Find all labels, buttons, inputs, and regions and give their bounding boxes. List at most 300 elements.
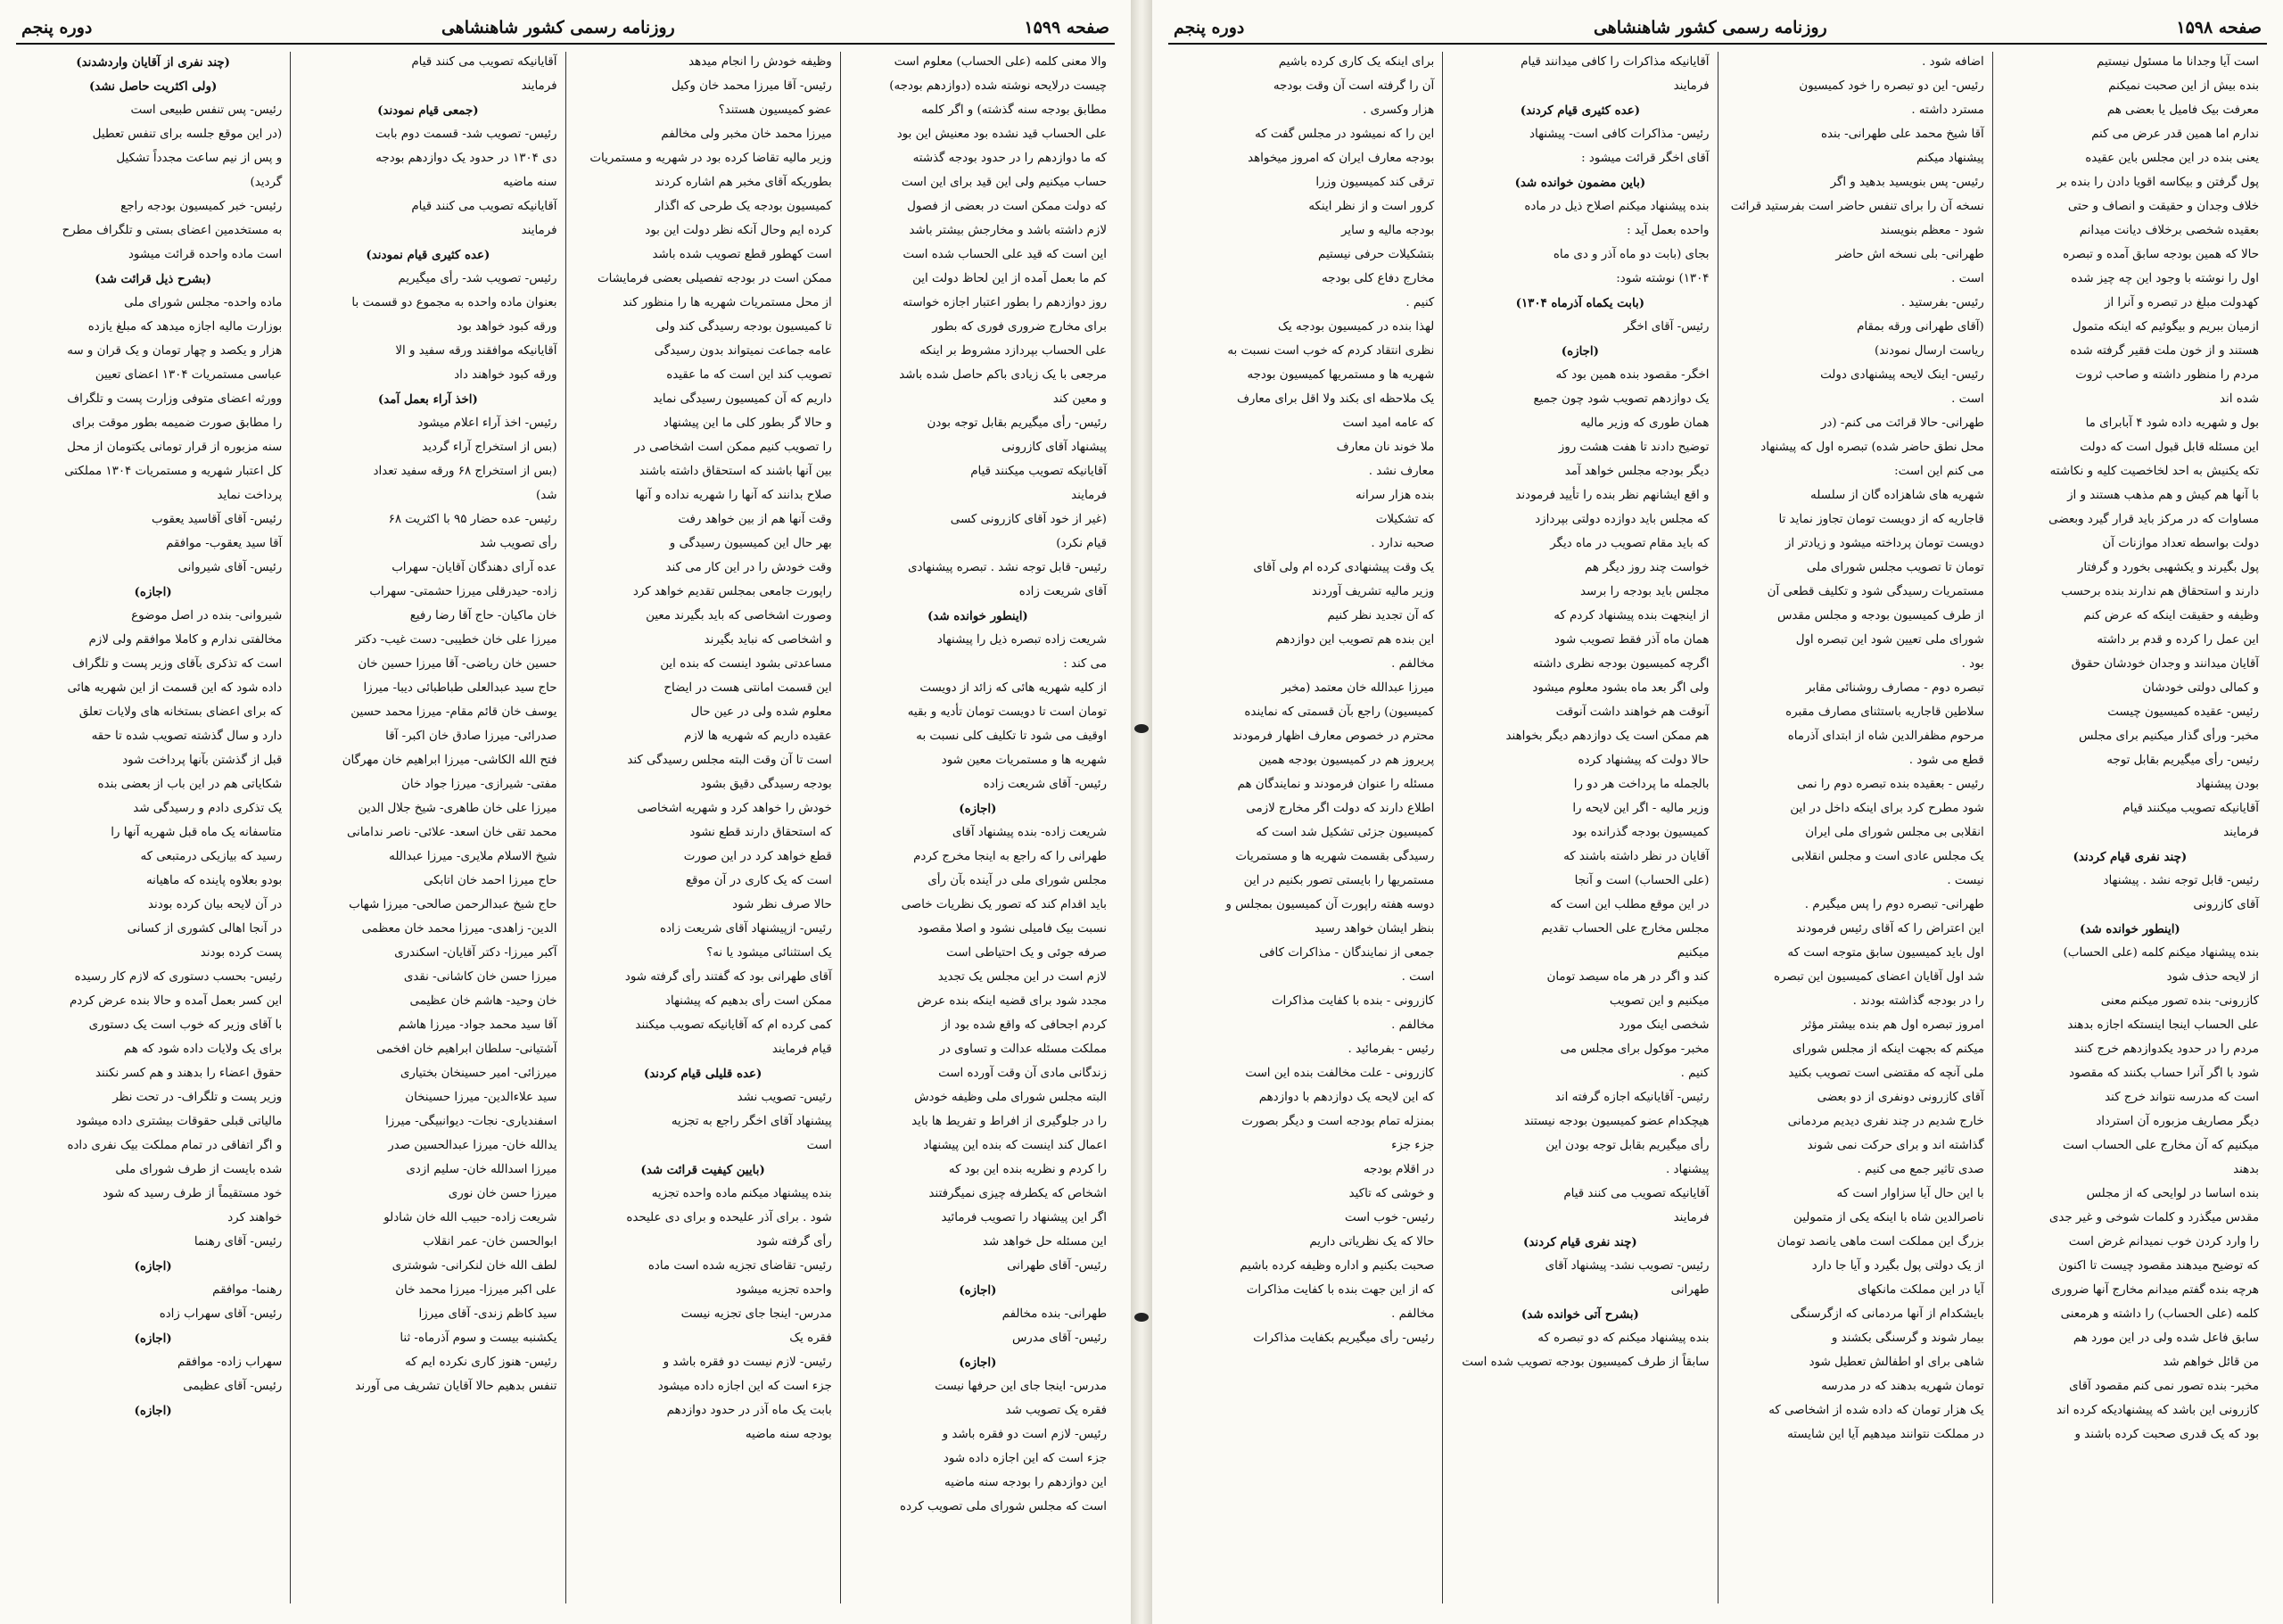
text-line: با آقای وزیر که خوب است یک دستوری — [88, 1018, 283, 1032]
text-line: آقای کازرونی دونفری از دو بعضی — [1817, 1091, 1984, 1104]
text-line: است که یک کاری در آن موقع — [685, 874, 832, 887]
text-line: (عده کثیری قیام کردند) — [1520, 103, 1641, 118]
text-line: شریعت زاده- حبیب الله خان شادلو — [383, 1211, 557, 1224]
text-line: طهرانی- تبصره دوم را پس میگیرم . — [1804, 898, 1984, 911]
text-line: را تصویب کنیم ممکن است اشخاصی در — [634, 441, 832, 454]
text-line: رئیس - بفرمائید . — [1348, 1043, 1435, 1056]
text-line: تکه یکنیش به احد لخاخصیت کلیه و نکاشته — [2049, 465, 2259, 478]
text-line: رئیس- تصویب شد- رأی میگیریم — [398, 272, 557, 285]
text-line: است آیا وجدانا ما مسئول نیستیم — [2097, 55, 2259, 69]
text-line: رئیس- قابل توجه نشد . تبصره پیشنهادی — [907, 561, 1107, 574]
text-line: شورای ملی تعیین شود این تبصره اول — [1795, 633, 1984, 647]
text-line: است که مجلس شورای ملی تصویب کرده — [900, 1500, 1107, 1513]
text-line: بعقیده شخصی برخلاف دیانت میدانم — [2079, 224, 2259, 237]
text-line: آکبر میرزا- دکتر آقایان- اسکندری — [394, 946, 557, 960]
text-line: یدالله خان- میرزا عبدالحسین صدر — [388, 1139, 557, 1152]
text-line: کمی کرده ام که آقایانیکه تصویب میکنند — [635, 1018, 832, 1032]
text-line: بدهند — [2233, 1163, 2259, 1176]
text-line: (بس از استخراج ۶۸ ورقه سفید تعداد — [373, 465, 557, 478]
text-line: خواست چند روز دیگر هم — [1584, 561, 1710, 574]
text-line: ممکن است رأی بدهیم که پیشنهاد — [664, 994, 832, 1008]
text-line: کم ما بعمل آمده از این لحاظ دولت این — [912, 272, 1107, 285]
text-line: شود . برای آذر علیحده و برای دی علیحده — [626, 1211, 832, 1224]
text-line: شود - معظم بنویسند — [1880, 224, 1984, 237]
text-line: یعنی بنده در این مجلس باین عقیده — [2085, 152, 2259, 165]
text-line: بودجه سنه ماضیه — [745, 1428, 832, 1441]
text-columns — [16, 52, 1115, 1603]
text-line: خود مستقیماً از طرف رسید که شود — [103, 1187, 283, 1200]
text-line: فرمایند — [1673, 1211, 1710, 1224]
text-line: برای یک ولایات داده شود که هم — [123, 1043, 283, 1056]
text-line: تنفس بدهیم حالا آقایان تشریف می آورند — [355, 1380, 557, 1393]
text-line: مخبر- ورأی گذار میکنیم برای مجلس — [2078, 730, 2259, 743]
text-line: رئیس- تقاضای تجزیه شده است ماده — [647, 1259, 832, 1273]
text-line: رهنما- موافقم — [212, 1283, 283, 1297]
text-line: مخالفم . — [1391, 657, 1435, 671]
text-line: شخصی اینک مورد — [1619, 1018, 1710, 1032]
text-line: تصویب کند این است که ما عقیده — [666, 368, 832, 382]
text-line: حالا که همین بودجه سابق آمده و تبصره — [2063, 248, 2259, 261]
text-line: برای مخارج ضروری فوری که بطور — [932, 320, 1107, 334]
text-line: (چند نفری از آقایان واردشدند) — [76, 55, 230, 70]
text-line: جزء است که این اجازه داده شود — [943, 1452, 1107, 1465]
text-line: به مستخدمین اعضای بستی و تلگراف مطرح — [62, 224, 283, 237]
text-line: این دوازدهم را بودجه سنه ماضیه — [944, 1476, 1107, 1489]
text-line: وزیر مالیه - اگر این لایحه را — [1572, 802, 1710, 815]
text-line: علی الحساب اینجا اینستکه اجازه بدهند — [2067, 1018, 2259, 1032]
text-line: مخالفم . — [1391, 1307, 1435, 1321]
text-line: رأی گرفته شود — [756, 1235, 832, 1249]
text-line: وزیر مالیه تقاضا کرده بود در شهریه و مستمریات — [589, 152, 832, 165]
period-label: دوره پنجم — [21, 18, 93, 37]
text-line: علی الحساب بپردازد مشروط بر اینکه — [919, 344, 1107, 358]
text-line: مخارج دفاع کلی بودجه — [1322, 272, 1435, 285]
text-line: و کمالی دولتی خودشان — [2142, 681, 2259, 695]
text-line: شریعت زاده تبصره ذیل را پیشنهاد — [936, 633, 1107, 647]
text-line: تبصره دوم - مصارف روشنائی مقابر — [1805, 681, 1984, 695]
text-line: فرمایند — [2223, 826, 2259, 839]
text-line: (بشرح آتی خوانده شد) — [1521, 1307, 1639, 1322]
text-line: باید اقدام کند که تصور یک نظریات خاصی — [901, 898, 1107, 911]
text-line: عباسی مستمریات ۱۳۰۴ اعضای تعیین — [95, 368, 283, 382]
text-line: کمیسیون) راجع بآن قسمتی که نماینده — [1244, 705, 1435, 719]
text-line: رئیس- اخذ آراء اعلام میشود — [417, 416, 557, 430]
text-line: انقلابی بی مجلس شورای ملی ایران — [1805, 826, 1984, 839]
text-line: و معین کند — [1052, 392, 1107, 406]
text-line: مالیاتی قبلی حقوقات بیشتری داده میشود — [76, 1115, 283, 1128]
text-line: نسبت بیک فامیلی نشود و اصلا مقصود — [918, 922, 1107, 936]
text-line: با آنها هم کیش و هم مذهب هستند و از — [2067, 489, 2259, 502]
text-line: رأی میگیریم بقابل توجه بودن این — [1545, 1139, 1710, 1152]
text-line: فقره یک تصویب شد — [1005, 1404, 1107, 1417]
text-line: رئیس- اینک لایحه پیشنهادی دولت — [1820, 368, 1984, 382]
text-line: (اینطور خوانده شد) — [927, 609, 1028, 623]
text-line: از کلیه شهریه هائی که زائد از دویست — [919, 681, 1107, 695]
text-line: پول گرفتن و بیکاسه اقویا دادن را بنده بر — [2056, 176, 2259, 189]
text-line: خواهند کرد — [227, 1211, 283, 1224]
right-page — [1152, 0, 2283, 1624]
text-line: آقایانیکه تصویب میکنند قیام — [2122, 802, 2259, 815]
text-line: معلوم شده ولی در عین حال — [690, 705, 832, 719]
text-line: میکنیم — [1677, 946, 1710, 960]
text-line: پیشنهاد . — [1666, 1163, 1710, 1176]
text-line: شود با اگر آنرا حساب بکنند که مقصود — [2069, 1067, 2259, 1080]
text-line: من قائل خواهم شد — [2163, 1356, 2259, 1369]
text-line: ورقه کبود خواهد بود — [457, 320, 557, 334]
text-line: در آنجا اهالی کشوری از کسانی — [127, 922, 283, 936]
text-line: یک ملاحظه ای بکند ولا اقل برای معارف — [1237, 392, 1435, 406]
text-line: آن را گرفته است آن وقت بودجه — [1273, 79, 1435, 93]
text-line: رئیس- قابل توجه نشد . پیشنهاد — [2103, 874, 2259, 887]
text-line: مجلس مخارج علی الحساب تقدیم — [1541, 922, 1710, 936]
text-line: (بایین کیفیت قرائت شد) — [640, 1163, 765, 1177]
text-line: رئیس- آقای شیروانی — [177, 561, 283, 574]
text-line: یک استثنائی میشود یا نه؟ — [706, 946, 832, 960]
text-line: ورقه کبود خواهند داد — [454, 368, 557, 382]
text-line: دی ۱۳۰۴ در حدود یک دوازدهم بودجه — [375, 152, 557, 165]
text-line: اشخاص که یکطرفه چیزی نمیگرفتند — [928, 1187, 1107, 1200]
text-line: وورثه اعضای متوفی وزارت پست و تلگراف — [67, 392, 283, 406]
text-line: رئیس- این دو تبصره را خود کمیسیون — [1799, 79, 1984, 93]
text-line: ولی اگر بعد ماه بشود معلوم میشود — [1532, 681, 1710, 695]
text-line: رئیس- خبر کمیسیون بودجه راجع — [120, 200, 283, 213]
text-line: اطلاع دارند که دولت اگر مخارج لازمی — [1246, 802, 1435, 815]
text-line: در مملکت نتوانند میدهیم آیا این شایسته — [1787, 1428, 1984, 1441]
text-line: و خوشی که تاکید — [1348, 1187, 1435, 1200]
text-line: کرور است و از نظر اینکه — [1308, 200, 1435, 213]
text-line: یک مجلس عادی است و مجلس انقلابی — [1791, 850, 1984, 863]
text-line: بزرگ این مملکت است ماهی یانصد تومان — [1776, 1235, 1984, 1249]
text-line: کمیسیون بودجه گذرانده بود — [1571, 826, 1710, 839]
text-line: میکنم که بجهت اینکه از مجلس شورای — [1793, 1043, 1984, 1056]
text-line: میرزا حسن خان کاشانی- نقدی — [403, 970, 557, 984]
text-line: (چند نفری قیام کردند) — [2073, 850, 2188, 864]
text-line: قطع می شود . — [1908, 754, 1984, 767]
text-line: نیست . — [1947, 874, 1984, 887]
text-line: آقای شریعت زاده — [1018, 585, 1107, 598]
text-line: بودو بعلاوه پاینده که ماهیانه — [145, 874, 283, 887]
text-line: و حالا گر بطور کلی ما این پیشنهاد — [663, 416, 832, 430]
text-line: رئیس- ازپیشنهاد آقای شریعت زاده — [659, 922, 832, 936]
text-line: میکنیم و این تصویب — [1609, 994, 1710, 1008]
text-line: است ماده واحده قرائت میشود — [128, 248, 283, 261]
text-line: میکنیم که آن مخارج علی الحساب است — [2062, 1139, 2259, 1152]
text-line: حاج سید عبدالعلی طباطبائی دیبا- میرزا — [363, 681, 557, 695]
text-line: (اجازه) — [134, 1404, 172, 1418]
text-line: شهریه ها و مستمریها کمیسیون بودجه — [1247, 368, 1435, 382]
text-line: بود . — [1961, 657, 1984, 671]
text-line: میرزا محمد خان مخبر ولی مخالفم — [661, 128, 832, 141]
text-line: فرمایند — [1071, 489, 1107, 502]
text-line: این است که قید علی الحساب شده است — [902, 248, 1107, 261]
text-line: برای اینکه یک کاری کرده باشیم — [1278, 55, 1435, 69]
text-line: خان ماکیان- حاج آقا رضا رفیع — [409, 609, 557, 622]
text-line: هم ممکن است یک دوازدهم دیگر بخواهند — [1505, 730, 1710, 743]
text-line: (آقای طهرانی ورقه بمقام — [1857, 320, 1984, 334]
text-line: کند و اگر در هر ماه سیصد تومان — [1546, 970, 1710, 984]
text-line: آقایان میدانند و وجدان خودشان حقوق — [2071, 657, 2259, 671]
text-line: که باید مقام تصویب در ماه دیگر — [1550, 537, 1710, 550]
text-line: بجای (بابت دو ماه آذر و دی ماه — [1553, 248, 1710, 261]
text-line: ناصرالدین شاه با اینکه یکی از متمولین — [1793, 1211, 1984, 1224]
text-line: سید کاظم زندی- آقای میرزا — [418, 1307, 557, 1321]
text-line: حقوق اعضاء را بدهند و هم کسر نکنند — [95, 1067, 283, 1080]
text-line: رئیس - بعقیده بنده تبصره دوم را نمی — [1796, 778, 1984, 791]
text-line: سنه مزبوره از قرار تومانی یکتومان از محل — [67, 441, 283, 454]
text-line: مستمریات رسیدگی شود و تکلیف قطعی آن — [1767, 585, 1984, 598]
text-line: اول باید کمیسیون سابق متوجه است که — [1787, 946, 1984, 960]
text-line: میرزا علی خان خطیبی- دست غیب- دکتر — [355, 633, 557, 647]
text-line: مجلس باید بودجه را برسد — [1579, 585, 1710, 598]
text-line: کردم اجحافی که واقع شده بود از — [941, 1018, 1107, 1032]
text-line: اگرچه کمیسیون بودجه نظری داشته — [1532, 657, 1710, 671]
text-line: رئیس- هنوز کاری نکرده ایم که — [405, 1356, 557, 1369]
page-number: صفحه ۱۵۹۸ — [2176, 18, 2262, 37]
text-line: میرزا علی خان طاهری- شیخ جلال الدین — [358, 802, 557, 815]
text-line: نظری انتقاد کردم که خوب است نسبت به — [1227, 344, 1435, 358]
text-line: آنوقت هم خواهند داشت آنوقت — [1555, 705, 1710, 719]
text-line: آشتیانی- سلطان ابراهیم خان افخمی — [375, 1043, 557, 1056]
text-line: شده بایست از طرف شورای ملی — [115, 1163, 283, 1176]
text-line: رئیس- عقیده کمیسیون چیست — [2107, 705, 2259, 719]
text-line: بنده پیشنهاد میکنم که دو تبصره که — [1537, 1331, 1710, 1345]
text-line: و پس از نیم ساعت مجدداً تشکیل — [116, 152, 283, 165]
text-line: صحبت بکنیم و اداره وظیفه کرده باشیم — [1240, 1259, 1435, 1273]
text-line: رسیدگی بقسمت شهریه ها و مستمریات — [1235, 850, 1435, 863]
text-line: را وارد کردن خوب نمیدانم غرض است — [2068, 1235, 2259, 1249]
text-line: مردم را در حدود یکدوازدهم خرج کنند — [2073, 1043, 2259, 1056]
text-line: واحده تجزیه میشود — [736, 1283, 832, 1297]
text-line: رئیس- تصویب نشد- پیشنهاد آقای — [1545, 1259, 1710, 1273]
text-line: رئیس- تصویب شد- قسمت دوم بابت — [375, 128, 557, 141]
text-line: معرفت بیک فامیل یا بعضی هم — [2106, 103, 2259, 117]
text-line: همان ماه آذر فقط تصویب شود — [1554, 633, 1710, 647]
text-line: بطوریکه آقای مخبر هم اشاره کردند — [655, 176, 832, 189]
text-line: فقره یک — [789, 1331, 832, 1345]
text-line: آقایانیکه تصویب می کنند قیام — [1563, 1187, 1710, 1200]
text-line: رئیس- لازم است دو فقره باشد و — [942, 1428, 1107, 1441]
text-line: صحبه ندارد . — [1371, 537, 1435, 550]
text-line: (اخذ آراء بعمل آمد) — [377, 392, 478, 407]
text-line: که تشکیلات — [1375, 513, 1435, 526]
text-line: رئیس- آقای طهرانی — [1007, 1259, 1107, 1273]
text-line: بودن پیشنهاد — [2196, 778, 2259, 791]
text-line: آقای اخگر قرائت میشود : — [1581, 152, 1710, 165]
text-line: رئیس- آقای سهراب زاده — [159, 1307, 283, 1321]
text-line: بودجه معارف ایران که امروز میخواهد — [1248, 152, 1435, 165]
text-line: آقایانیکه تصویب می کنند قیام — [411, 200, 557, 213]
text-line: لازم است در این مجلس یک تجدید — [937, 970, 1107, 984]
text-line: بتشکیلات حرفی نیستیم — [1318, 248, 1435, 261]
text-line: شیروانی- بنده در اصل موضوع — [131, 609, 283, 622]
text-line: قیام نکرد) — [1056, 537, 1107, 550]
text-line: شد اول آقایان اعضای کمیسیون این تبصره — [1774, 970, 1984, 984]
period-label: دوره پنجم — [1174, 18, 1245, 37]
text-line: است که مدرسه نتواند خرج کند — [2105, 1091, 2259, 1104]
text-line: است تا آن وقت البته مجلس رسیدگی کند — [627, 754, 832, 767]
text-line: رئیس- پس بنویسید بدهید و اگر — [1830, 176, 1984, 189]
newspaper-title: روزنامه رسمی کشور شاهنشاهی — [441, 18, 675, 37]
text-line: مملکت مسئله عدالت و تساوی در — [939, 1043, 1107, 1056]
text-line: جمعی از نمایندگان - مذاکرات کافی — [1258, 946, 1435, 960]
text-line: آقایانیکه موافقند ورقه سفید و الا — [395, 344, 557, 358]
text-line: ترقی کند کمیسیون وزرا — [1315, 176, 1435, 189]
text-line: فرمایند — [1673, 79, 1710, 93]
text-line: در این موقع مطلب این است که — [1550, 898, 1710, 911]
text-line: از طرف کمیسیون بودجه و مجلس مقدس — [1777, 609, 1984, 622]
text-line: از لایحه حذف شود — [2166, 970, 2259, 984]
text-line: و اقع ایشانهم نظر بنده را تأیید فرمودند — [1515, 489, 1710, 502]
text-line: صرفه جوئی و یک احتیاطی است — [946, 946, 1107, 960]
text-line: این عمل را کرده و قدم بر داشته — [2097, 633, 2259, 647]
text-line: رئیس- تصویب نشد — [737, 1091, 832, 1104]
text-line: بین آنها باشند که استحقاق داشته باشند — [639, 465, 832, 478]
text-line: رئیس- آقا میرزا محمد خان وکیل — [671, 79, 832, 93]
newspaper-title: روزنامه رسمی کشور شاهنشاهی — [1593, 18, 1827, 37]
text-line: شده اند — [2220, 392, 2259, 406]
text-line: مدرس- اینجا جای تجزیه نیست — [680, 1307, 832, 1321]
text-line: دویست تومان پرداخته میشود و زیادتر از — [1784, 537, 1984, 550]
text-line: گردید) — [250, 176, 283, 189]
text-line: ملا خوند نان معارف — [1336, 441, 1435, 454]
text-line: یکشنبه بیست و سوم آذرماه- ثنا — [400, 1331, 557, 1345]
text-line: اول را نوشته با وجود این چه چیز شده — [2071, 272, 2259, 285]
text-line: آقای کازرونی — [2193, 898, 2259, 911]
text-line: تومان تا تصویب مجلس شورای ملی — [1806, 561, 1984, 574]
text-line: رئیس- آقای مدرس — [1011, 1331, 1107, 1345]
text-line: شد) — [536, 489, 557, 502]
text-line: که آن تجدید نظر کنیم — [1327, 609, 1435, 622]
text-line: رئیس- رأی میگیریم بکفایت مذاکرات — [1253, 1331, 1435, 1345]
text-line: فرمایند — [521, 224, 557, 237]
text-line: کازرونی - بنده با کفایت مذاکرات — [1271, 994, 1435, 1008]
text-line: ازمیان ببریم و بیگوئیم که اینکه متمول — [2072, 320, 2259, 334]
text-line: حالا دولت که پیشنهاد کرده — [1578, 754, 1710, 767]
text-line: حالا که یک نظریاتی داریم — [1309, 1235, 1435, 1249]
text-line: را مطابق صورت ضمیمه بطور موقت برای — [71, 416, 283, 430]
text-line: و اشخاصی که نباید بگیرند — [704, 633, 832, 647]
text-line: رئیس- پس تنفس طبیعی است — [130, 103, 283, 117]
binding-knot — [1134, 1313, 1149, 1322]
text-line: آیا در این مملکت مانکهای — [1858, 1283, 1984, 1297]
text-line: شهریه ها و مستمریات معین شود — [941, 754, 1107, 767]
text-line: روز دوازدهم را بطور اعتبار اجازه خواسته — [902, 296, 1107, 309]
text-line: اضافه شود . — [1922, 55, 1984, 69]
page-header — [16, 12, 1115, 45]
text-line: قیام فرمایند — [771, 1043, 832, 1056]
text-line: البته مجلس شورای ملی وظیفه خودش — [914, 1091, 1107, 1104]
text-line: آقای طهرانی بود که گفتند رأی گرفته شود — [624, 970, 832, 984]
text-line: عده آرای دهندگان آقایان- سهراب — [391, 561, 557, 574]
text-line: آقا شیخ محمد علی طهرانی- بنده — [1821, 128, 1984, 141]
text-line: رئیس- آقای رهنما — [194, 1235, 283, 1249]
text-line: بودجه رسیدگی دقیق بشود — [700, 778, 832, 791]
text-line: می کنم این است: — [1894, 465, 1984, 478]
text-line: لهذا بنده در کمیسیون بودجه یک — [1278, 320, 1435, 334]
text-line: با این حال آیا سزاوار است که — [1836, 1187, 1984, 1200]
text-line: (جمعی قیام نمودند) — [377, 103, 479, 118]
text-line: رئیس- بحسب دستوری که لازم کار رسیده — [74, 970, 283, 984]
text-line: ریاست ارسال نمودند) — [1875, 344, 1984, 358]
text-line: آقایانیکه مذاکرات را کافی میدانند قیام — [1521, 55, 1710, 69]
text-line: است — [806, 1139, 832, 1152]
text-line: زندگانی مادی آن وقت آورده است — [938, 1067, 1107, 1080]
text-line: پیشنهاد میکنم — [1916, 152, 1984, 165]
text-line: محل نطق حاضر شده) تبصره اول که پیشنهاد — [1760, 441, 1984, 454]
page-number: صفحه ۱۵۹۹ — [1024, 18, 1109, 37]
text-line: دارد و سال گذشته تصویب شده تا حقه — [91, 730, 283, 743]
text-line: صدرائی- میرزا صادق خان اکبر- آقا — [385, 730, 557, 743]
text-column — [1442, 52, 1717, 1603]
text-line: وقت خودش را در این کار می کند — [665, 561, 832, 574]
text-line: بمنزله تمام بودجه است و دیگر بصورت — [1241, 1115, 1435, 1128]
text-line: مقدس میگذرد و کلمات شوخی و غیر جدی — [2048, 1211, 2259, 1224]
text-line: هستند و از خون ملت فقیر گرفته شده — [2070, 344, 2259, 358]
text-line: است که تذکری بآقای وزیر پست و تلگراف — [72, 657, 283, 671]
text-line: پول بگیرند و یکشهبی بخورد و گرفتار — [2077, 561, 2259, 574]
text-line: این اعتراض را که آقای رئیس فرمودند — [1796, 922, 1984, 936]
text-line: گذاشته اند و برای حرکت نمی شوند — [1807, 1139, 1984, 1152]
text-line: کمیسیون جزئی تشکیل شد است که — [1256, 826, 1435, 839]
text-line: مخبر- موکول برای مجلس می — [1560, 1043, 1710, 1056]
text-line: بهر حال این کمیسیون رسیدگی و — [669, 537, 832, 550]
text-line: اوقیف می شود تا تکلیف کلی نسبت به — [916, 730, 1107, 743]
text-line: هرچه بنده گفتم میدانم مخارج آنها ضروری — [2051, 1283, 2259, 1297]
text-line: طهرانی- بنده مخالفم — [1001, 1307, 1107, 1321]
text-line: حسین خان ریاضی- آقا میرزا حسین خان — [358, 657, 557, 671]
text-column — [1992, 52, 2267, 1603]
text-line: (اجازه) — [959, 1283, 997, 1298]
text-line: مسترد داشته . — [1911, 103, 1984, 117]
text-line: بیمار شوند و گرسنگی بکشند و — [1831, 1331, 1984, 1345]
text-line: است کهطور قطع تصویب شده باشد — [652, 248, 832, 261]
text-line: قاجاریه که از دویست تومان تجاوز نماید تا — [1778, 513, 1984, 526]
text-line: ندارم اما همین قدر عرض می کنم — [2091, 128, 2259, 141]
text-line: داریم که آن کمیسیون رسیدگی نماید — [653, 392, 832, 406]
text-line: یک تذکری دادم و رسیدگی شد — [133, 802, 283, 815]
text-line: (بابت یکماه آذرماه ۱۳۰۴) — [1515, 296, 1645, 310]
text-line: بنظر ایشان خواهد رسید — [1315, 922, 1435, 936]
text-line: لطف الله خان لنکرانی- شوشتری — [391, 1259, 557, 1273]
text-line: رسید که بیازیکی درمتبعی که — [140, 850, 283, 863]
text-line: دارند و استحقاق هم ندارند بنده برحسب — [2061, 585, 2259, 598]
text-line: علی اکبر میرزا- میرزا محمد خان — [395, 1283, 557, 1297]
text-line: دولت بواسطه تعداد موازنات آن — [2102, 537, 2259, 550]
text-line: که این لایحه یک دوازدهم با دوازدهم — [1258, 1091, 1435, 1104]
text-line: وقت آنها هم از بین خواهد رفت — [678, 513, 832, 526]
text-line: بودجه مالیه و سایر — [1340, 224, 1435, 237]
text-line: سابق فاعل شده ولی در این مورد هم — [2073, 1331, 2259, 1345]
text-line: بنده بیش از این صحبت نمیکنم — [2108, 79, 2259, 93]
text-line: را در بودجه گذاشته بودند . — [1852, 994, 1984, 1008]
text-line: مساوات که در مرکز باید قرار گیرد وبعضی — [2048, 513, 2259, 526]
text-line: صلاح بدانند که آنها را شهریه نداده و آنها — [635, 489, 832, 502]
text-line: طهرانی- بلی نسخه اش حاضر — [1835, 248, 1984, 261]
text-line: بنده پیشنهاد میکنم ماده واحده تجزیه — [651, 1187, 832, 1200]
text-line: هزار و یکصد و چهار تومان و یک قران و سه — [67, 344, 283, 358]
text-line: خودش را خواهد کرد و شهریه اشخاصی — [637, 802, 832, 815]
text-line: مساعدتی بشود اینست که بنده این — [660, 657, 832, 671]
text-line: سهراب زاده- موافقم — [177, 1356, 283, 1369]
text-line: ماده واحده- مجلس شورای ملی — [124, 296, 283, 309]
text-line: از محل مستمریات شهریه ها را منظور کند — [622, 296, 832, 309]
text-line: رئیس- آقای آقاسید یعقوب — [151, 513, 283, 526]
text-line: این مسئله قابل قبول است که دولت — [2080, 441, 2259, 454]
text-line: کرده ایم وحال آنکه نظر دولت این بود — [645, 224, 832, 237]
text-line: (در این موقع جلسه برای تنفس تعطیل — [92, 128, 283, 141]
text-line: خلاف وجدان و حقیقت و انصاف و حتی — [2067, 200, 2259, 213]
text-line: خان وحید- هاشم خان عظیمی — [409, 994, 557, 1008]
